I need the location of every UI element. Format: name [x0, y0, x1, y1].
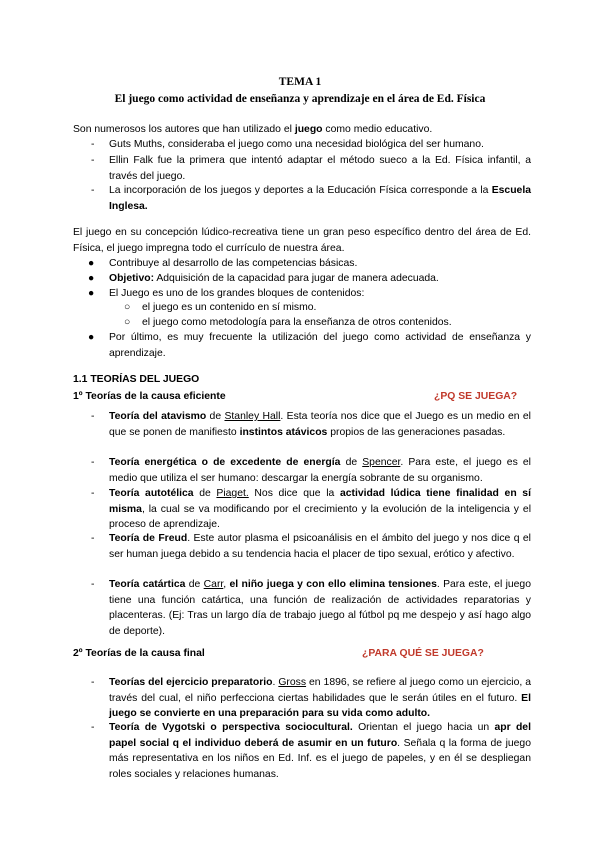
bullet-marker: ● — [88, 288, 95, 299]
bullet-marker: ● — [88, 273, 95, 284]
list-marker: - — [91, 185, 95, 196]
list-marker: - — [91, 579, 95, 590]
doc-title: TEMA 1 — [278, 76, 322, 88]
list-marker: - — [91, 533, 95, 544]
subsection-question: ¿PARA QUÉ SE JUEGA? — [362, 648, 484, 659]
sub-bullet-item: el juego como metodología para la enseñanza de otros contenidos. — [142, 317, 452, 328]
intro-paragraph: Son numerosos los autores que han utilizado el juego como medio educativo. — [73, 124, 433, 135]
bullet-item: Contribuye al desarrollo de las competencias básicas. — [109, 258, 358, 269]
bullet-marker: ● — [88, 332, 95, 343]
sub-bullet-marker: ○ — [124, 302, 131, 313]
list-item: Teoría de Vygotski o perspectiva sociocultural. Orientan el juego hacia un apr del papel social q el individuo deberá de asumir en un futuro. Señala q la forma de juego más representativa en los niños en Ed. Inf. es el juego de papeles, y en él se despliegan roles sociales y relaciones humanas. — [109, 722, 531, 780]
section-heading: 1.1 TEORÍAS DEL JUEGO — [73, 374, 200, 385]
list-marker: - — [91, 488, 95, 499]
sub-bullet-item: el juego es un contenido en sí mismo. — [142, 302, 317, 313]
subsection-heading: 2º Teorías de la causa final — [73, 648, 205, 659]
list-item: Teorías del ejercicio preparatorio. Gross en 1896, se refiere al juego como un ejercicio, a través del cual, el niño perfecciona ciertas habilidades que le serán útiles en el futuro. El juego se convierte en una preparación para su vida como adulto. — [109, 677, 531, 719]
list-item: Teoría autotélica de Piaget. Nos dice que la actividad lúdica tiene finalidad en sí misma, la cual se va modificando por el crecimiento y la evolución de la inteligencia y el proceso de aprendizaje. — [109, 488, 531, 530]
doc-subtitle: El juego como actividad de enseñanza y aprendizaje en el área de Ed. Física — [114, 93, 486, 105]
bullet-item: Objetivo: Adquisición de la capacidad para jugar de manera adecuada. — [109, 273, 439, 284]
bullet-item: El Juego es uno de los grandes bloques de contenidos: — [109, 288, 365, 299]
section2-paragraph: El juego en su concepción lúdico-recreativa tiene un gran peso específico dentro del área de Ed. Física, el juego impregna todo el currículo de nuestra área. — [73, 227, 531, 254]
list-marker: - — [91, 722, 95, 733]
list-item: Guts Muths, consideraba el juego como una necesidad biológica del ser humano. — [109, 139, 484, 150]
list-item: Teoría del atavismo de Stanley Hall. Esta teoría nos dice que el Juego es un medio en el que se ponen de manifiesto instintos atávicos propios de las generaciones pasadas. — [109, 411, 531, 438]
subsection-question: ¿PQ SE JUEGA? — [434, 391, 518, 402]
list-marker: - — [91, 155, 95, 166]
list-item: La incorporación de los juegos y deportes a la Educación Física corresponde a la Escuela Inglesa. — [109, 185, 531, 212]
list-marker: - — [91, 457, 95, 468]
bullet-item: Por último, es muy frecuente la utilización del juego como actividad de enseñanza y aprendizaje. — [109, 332, 531, 359]
list-item: Teoría de Freud. Este autor plasma el psicoanálisis en el ámbito del juego y nos dice q el ser human juega debido a su tendencia hacia el placer de tipo sexual, erótico y afectivo. — [109, 533, 531, 560]
sub-bullet-marker: ○ — [124, 317, 131, 328]
subsection-heading: 1º Teorías de la causa eficiente — [73, 391, 226, 402]
bullet-marker: ● — [88, 258, 95, 269]
list-marker: - — [91, 411, 95, 422]
list-marker: - — [91, 139, 95, 150]
list-item: Ellin Falk fue la primera que intentó adaptar el método sueco a la Ed. Física infantil, a través del juego. — [109, 155, 531, 182]
list-marker: - — [91, 677, 95, 688]
list-item: Teoría energética o de excedente de energía de Spencer. Para este, el juego es el medio que utiliza el ser humano: descargar la energía sobrante de su organismo. — [109, 457, 531, 484]
list-item: Teoría catártica de Carr, el niño juega y con ello elimina tensiones. Para este, el juego tiene una función catártica, una función de realización de actividades reparatorias y placenteras. (Ej: Tras un largo día de trabajo juego al fútbol pq me despejo y así hago algo de deporte). — [109, 579, 531, 637]
